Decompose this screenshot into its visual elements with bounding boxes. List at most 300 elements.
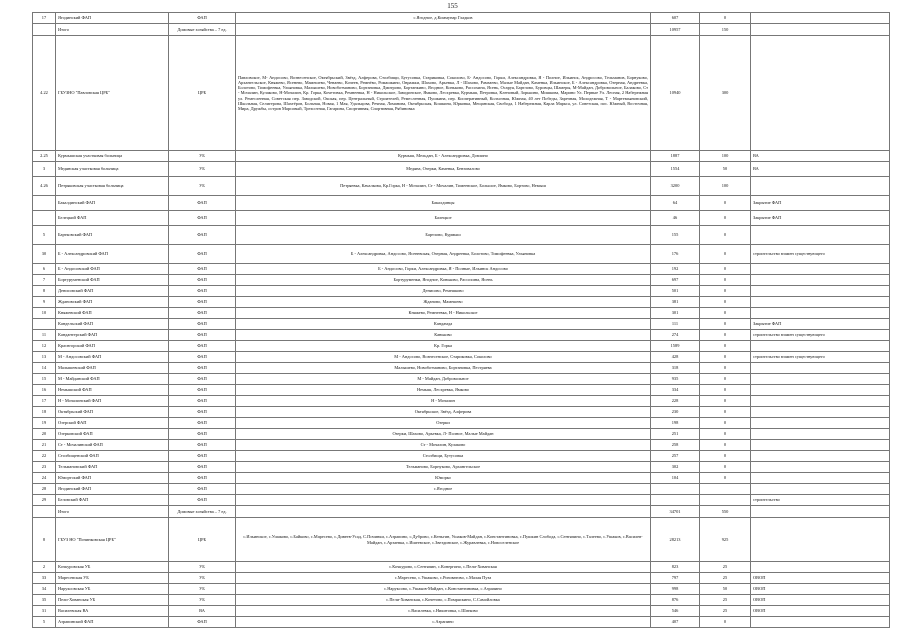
cell-served-settlements: с.Маресево, с.Ушаково, с.Ризоватово, с.Малая Пуза bbox=[236, 573, 651, 584]
cell-bed-count: 0 bbox=[700, 297, 751, 308]
cell-note bbox=[751, 473, 890, 484]
cell-population bbox=[651, 484, 700, 495]
cell-bed-count: 0 bbox=[700, 308, 751, 319]
cell-facility-name: ГБУЗ НО "Починковская ЦРБ" bbox=[56, 518, 169, 562]
cell-served-settlements: Озерки, Шахово, Арьевка, Л- Полное, Малые Майдан bbox=[236, 429, 651, 440]
cell-facility-type: ФАП bbox=[169, 226, 236, 245]
table-body bbox=[33, 13, 890, 628]
cell-note bbox=[751, 506, 890, 518]
cell-note bbox=[751, 297, 890, 308]
cell-facility-name: Итого bbox=[56, 506, 169, 518]
table-row bbox=[33, 518, 890, 562]
cell-facility-type: ФАП bbox=[169, 462, 236, 473]
cell-population: 10940 bbox=[651, 36, 700, 151]
cell-facility-name: Немышский ФАП bbox=[56, 385, 169, 396]
cell-served-settlements: Княжево, Ремнеевка, Н - Никольское bbox=[236, 308, 651, 319]
cell-served-settlements: Кандамда bbox=[236, 319, 651, 330]
cell-bed-count: 0 bbox=[700, 385, 751, 396]
table-row bbox=[33, 573, 890, 584]
cell-row-number: 9 bbox=[33, 297, 56, 308]
cell-population: 274 bbox=[651, 330, 700, 341]
table-row bbox=[33, 462, 890, 473]
cell-note bbox=[751, 363, 890, 374]
table-row bbox=[33, 595, 890, 606]
cell-facility-name: Денисовский ФАП bbox=[56, 286, 169, 297]
cell-row-number bbox=[33, 211, 56, 226]
cell-facility-name: М - Майданский ФАП bbox=[56, 374, 169, 385]
cell-facility-type: ФАП bbox=[169, 495, 236, 506]
cell-row-number: 2 bbox=[33, 562, 56, 573]
cell-bed-count: 0 bbox=[700, 319, 751, 330]
cell-facility-name: Столбищенский ФАП bbox=[56, 451, 169, 462]
cell-note: Закрытие ФАП bbox=[751, 196, 890, 211]
cell-facility-type: ФАП bbox=[169, 319, 236, 330]
cell-population: 34701 bbox=[651, 506, 700, 518]
cell-bed-count: 0 bbox=[700, 352, 751, 363]
cell-served-settlements: Малышево, Новоботманово, Бортановка, Пестряева bbox=[236, 363, 651, 374]
table-row bbox=[33, 330, 890, 341]
cell-served-settlements: Октябрьское, Звёзд, Алферова bbox=[236, 407, 651, 418]
cell-population: 258 bbox=[651, 440, 700, 451]
cell-facility-name: Беловский ФАП bbox=[56, 495, 169, 506]
cell-note bbox=[751, 440, 890, 451]
cell-facility-name: Б - Андосовский ФАП bbox=[56, 264, 169, 275]
cell-facility-type: ФАП bbox=[169, 13, 236, 24]
cell-bed-count: 25 bbox=[700, 562, 751, 573]
table-row bbox=[33, 264, 890, 275]
cell-facility-type: ФАП bbox=[169, 374, 236, 385]
table-row bbox=[33, 352, 890, 363]
cell-row-number: 29 bbox=[33, 495, 56, 506]
cell-served-settlements: Немыш, Лесхревка, Ямково bbox=[236, 385, 651, 396]
cell-bed-count: 0 bbox=[700, 617, 751, 628]
cell-bed-count: 550 bbox=[700, 506, 751, 518]
cell-facility-type: ФАП bbox=[169, 196, 236, 211]
cell-facility-type: Домовые хозяйства – 7 ед. bbox=[169, 506, 236, 518]
cell-note bbox=[751, 617, 890, 628]
cell-row-number: 8 bbox=[33, 286, 56, 297]
table-row bbox=[33, 24, 890, 36]
cell-row-number: 2.25 bbox=[33, 151, 56, 162]
cell-note bbox=[751, 308, 890, 319]
cell-population: 111 bbox=[651, 319, 700, 330]
table-row bbox=[33, 473, 890, 484]
cell-row-number: 19 bbox=[33, 418, 56, 429]
cell-note: Закрытие ФАП bbox=[751, 211, 890, 226]
table-row bbox=[33, 451, 890, 462]
cell-facility-name: Тельмановский ФАП bbox=[56, 462, 169, 473]
cell-facility-type: Домовые хозяйства – 7 ед. bbox=[169, 24, 236, 36]
table-row bbox=[33, 429, 890, 440]
cell-row-number: 24 bbox=[33, 473, 56, 484]
cell-row-number: 21 bbox=[33, 440, 56, 451]
cell-note bbox=[751, 374, 890, 385]
cell-facility-type: ФАП bbox=[169, 211, 236, 226]
cell-population: 198 bbox=[651, 418, 700, 429]
cell-served-settlements: Жданово, Мамешево bbox=[236, 297, 651, 308]
cell-population: 501 bbox=[651, 286, 700, 297]
cell-population: 407 bbox=[651, 617, 700, 628]
cell-facility-type: ФАП bbox=[169, 264, 236, 275]
cell-facility-type: ФАП bbox=[169, 451, 236, 462]
cell-served-settlements: Петряевка, Качалкова, Кр.Горка, Н - Мочалин, Ст - Мочалин, Тимеевское, Большое, Ямково, Бортово, Немыш bbox=[236, 177, 651, 196]
table-row bbox=[33, 484, 890, 495]
cell-population: 546 bbox=[651, 606, 700, 617]
cell-note: строительство bbox=[751, 495, 890, 506]
cell-bed-count: 925 bbox=[700, 518, 751, 562]
cell-served-settlements: Н - Мочалин bbox=[236, 396, 651, 407]
cell-note: ОВОП bbox=[751, 606, 890, 617]
cell-facility-type: ЦРБ bbox=[169, 36, 236, 151]
cell-served-settlements: Бакалдинцы bbox=[236, 196, 651, 211]
page-number: 155 bbox=[447, 2, 458, 10]
cell-row-number: 17 bbox=[33, 396, 56, 407]
cell-row-number: 3 bbox=[33, 162, 56, 177]
cell-facility-name: Петряковская участковая больница bbox=[56, 177, 169, 196]
table-row bbox=[33, 245, 890, 264]
cell-facility-name: Малышевский ФАП bbox=[56, 363, 169, 374]
cell-facility-name: Ягодинский ФАП bbox=[56, 484, 169, 495]
cell-facility-name: Кандантерский ФАП bbox=[56, 330, 169, 341]
table-row bbox=[33, 374, 890, 385]
cell-note bbox=[751, 562, 890, 573]
cell-facility-name: Краснгорский ФАП bbox=[56, 341, 169, 352]
cell-row-number bbox=[33, 24, 56, 36]
cell-population: 302 bbox=[651, 462, 700, 473]
cell-note bbox=[751, 396, 890, 407]
cell-population: 935 bbox=[651, 374, 700, 385]
table-row bbox=[33, 177, 890, 196]
table-row bbox=[33, 396, 890, 407]
cell-served-settlements: с.Ягодное bbox=[236, 484, 651, 495]
table-row bbox=[33, 319, 890, 330]
cell-served-settlements: Каньково bbox=[236, 330, 651, 341]
cell-population: 64 bbox=[651, 196, 700, 211]
cell-served-settlements: Столбищи, Бутусовка bbox=[236, 451, 651, 462]
cell-bed-count: 0 bbox=[700, 13, 751, 24]
cell-bed-count: 100 bbox=[700, 177, 751, 196]
cell-note bbox=[751, 451, 890, 462]
cell-row-number: 34 bbox=[33, 584, 56, 595]
cell-served-settlements: с.Азрапино bbox=[236, 617, 651, 628]
cell-bed-count: 0 bbox=[700, 418, 751, 429]
cell-facility-name: Озерковский ФАП bbox=[56, 429, 169, 440]
cell-facility-name: Кочкуровская УБ bbox=[56, 562, 169, 573]
cell-facility-type: УБ bbox=[169, 584, 236, 595]
cell-note bbox=[751, 177, 890, 196]
cell-facility-name: Н - Мочалинский ФАП bbox=[56, 396, 169, 407]
table-row bbox=[33, 275, 890, 286]
cell-population: 228 bbox=[651, 396, 700, 407]
cell-facility-name: Октябрьский ФАП bbox=[56, 407, 169, 418]
cell-facility-name: М - Андосовский ФАП bbox=[56, 352, 169, 363]
cell-bed-count: 0 bbox=[700, 275, 751, 286]
cell-row-number: 12 bbox=[33, 341, 56, 352]
cell-facility-name: Пели-Хованская УБ bbox=[56, 595, 169, 606]
cell-row-number: 13 bbox=[33, 352, 56, 363]
table-row bbox=[33, 286, 890, 297]
table-row bbox=[33, 196, 890, 211]
table-row bbox=[33, 211, 890, 226]
cell-bed-count: 50 bbox=[700, 584, 751, 595]
cell-population: 192 bbox=[651, 264, 700, 275]
cell-row-number: 16 bbox=[33, 385, 56, 396]
cell-row-number: 4.26 bbox=[33, 177, 56, 196]
cell-facility-name: ГБУЗНО "Павловская ЦРБ" bbox=[56, 36, 169, 151]
cell-facility-type: ФАП bbox=[169, 341, 236, 352]
facilities-table bbox=[32, 12, 890, 628]
cell-population: 251 bbox=[651, 429, 700, 440]
cell-served-settlements: Тельманово, Борнуково, Архангельское bbox=[236, 462, 651, 473]
table-row bbox=[33, 297, 890, 308]
cell-row-number: 18 bbox=[33, 407, 56, 418]
cell-note: Закрытие ФАП bbox=[751, 319, 890, 330]
cell-population: 1887 bbox=[651, 151, 700, 162]
cell-facility-type: ФАП bbox=[169, 407, 236, 418]
cell-facility-type: УБ bbox=[169, 162, 236, 177]
cell-population: 230 bbox=[651, 407, 700, 418]
table-row bbox=[33, 341, 890, 352]
cell-facility-name: Медянская участковая больница bbox=[56, 162, 169, 177]
table-row bbox=[33, 151, 890, 162]
cell-population: 797 bbox=[651, 573, 700, 584]
cell-population: 428 bbox=[651, 352, 700, 363]
cell-population: 176 bbox=[651, 245, 700, 264]
cell-note bbox=[751, 226, 890, 245]
table-row bbox=[33, 606, 890, 617]
cell-population: 876 bbox=[651, 595, 700, 606]
cell-bed-count: 150 bbox=[700, 24, 751, 36]
cell-population: 46 bbox=[651, 211, 700, 226]
table-row bbox=[33, 162, 890, 177]
cell-note bbox=[751, 286, 890, 297]
cell-bed-count: 0 bbox=[700, 211, 751, 226]
cell-note bbox=[751, 341, 890, 352]
table-row bbox=[33, 363, 890, 374]
cell-note bbox=[751, 518, 890, 562]
cell-bed-count: 0 bbox=[700, 429, 751, 440]
cell-population: 3200 bbox=[651, 177, 700, 196]
cell-row-number: 15 bbox=[33, 374, 56, 385]
table-row bbox=[33, 418, 890, 429]
cell-facility-name: Бортуруменский ФАП bbox=[56, 275, 169, 286]
cell-row-number: 31 bbox=[33, 606, 56, 617]
cell-served-settlements bbox=[236, 24, 651, 36]
cell-served-settlements: с.Василевка, с.Никитовка, с.Шатково bbox=[236, 606, 651, 617]
cell-served-settlements: Павловское, М- Андосово, Вознесенское, Октябрьский, Звёзд, Алферова, Столбищи, Бутусовка, Стариковка, Соколово, Б- Андосово, Горки, Александровка, Я - Полное, Ильинск, Андросово, Тельманов, Борнуково, Архангельское, Княжево, Ясенево, Мамешево, Ченаево, Кочеев, Ремнёво, Ромашкино, Овражки, Шахово, Арьевка, Л - Шахово, Рамзаево, Малые Майдан, Каменка, Ильинское, Б - Александровка, Озерная, Андреевка, Болотово, Тимофеевка, Ульяновка, Малышево, Новоботманово, Бортановка, Дмитрово, Бортанкино, Ягодное, Коньково, Рассохина, Ясень, Осаруя, Бартлово, Буровцы, Шамеры, М-Майдан, Добровольное, Балаково, Ст - Мочалин, Кулаково, Н-Мочалин, Кр. Горка, Кочетовка, Ремнеевка, Н - Никольское, Заводинское, Ямково, Лесхревка, Курмыш, Петровка, Кленовый, Зорькино, Мишкова, Марино Ул. Первые Ул. Лесная, 2 Набережная ул. Ремесленная, Советская пер. Заводской, Окская, пер. Центральный, Строителей, Ремесленная, Пушкина, пер. Кооперативный, Колхозная, Южная, 40 лет Победы, Заречная, Молодежная, Т - Мартемьяновский, Школьная, Селигерова, Шахтёров, Больная, Новая, 1 Мая, Удальцова, Речная, Ломанова, Октябрьская, Кошкина, Юрковка, Мещанская, Свобода, 1 Набережная, Карла Маркса, ул. Советская, пос. Южный, Восточная, Мира, Дружбы, остров Марсовый, Трехсотная, Гагарина, Спортивная, Спортивная, Рябиновка bbox=[236, 36, 651, 151]
cell-served-settlements: Курмыш, Мельдан, Б - Александровка, Довлино bbox=[236, 151, 651, 162]
cell-population: 257 bbox=[651, 451, 700, 462]
cell-note: строительство взамен существующего bbox=[751, 352, 890, 363]
cell-served-settlements: Балецкое bbox=[236, 211, 651, 226]
cell-served-settlements: Озерки bbox=[236, 418, 651, 429]
cell-population: 301 bbox=[651, 308, 700, 319]
table-row bbox=[33, 506, 890, 518]
cell-served-settlements: Ст - Мочалин, Кулаково bbox=[236, 440, 651, 451]
cell-note bbox=[751, 418, 890, 429]
cell-row-number: 5 bbox=[33, 226, 56, 245]
cell-facility-name: Белецкий ФАП bbox=[56, 211, 169, 226]
cell-population: 697 bbox=[651, 275, 700, 286]
cell-facility-type: ФАП bbox=[169, 297, 236, 308]
cell-population: 104 bbox=[651, 473, 700, 484]
cell-served-settlements: с.Ильинское, с.Ушаково, с.Байково, с.Маресево, с.Дивеев-Усад, С.Починки, с.Азрапино, с.Дуброво, с.Кеньгин, Ушаков-Майдан, с.Константиновка, с.Пушкин Слобода, с.Сентяпино, с.Талеево, с.Ушаков, с.Василев-Майдан, с.Арзаевка, с.Ишеевское, с.Звездинское, с.Журавлевка, с.Новоселенское bbox=[236, 518, 651, 562]
cell-bed-count: 0 bbox=[700, 196, 751, 211]
cell-bed-count bbox=[700, 495, 751, 506]
cell-served-settlements: Б - Андосово, Горки, Александровка, Я - Полные, Ильинск Андосово bbox=[236, 264, 651, 275]
cell-facility-type: ФАП bbox=[169, 286, 236, 297]
cell-facility-type: ФАП bbox=[169, 617, 236, 628]
cell-row-number bbox=[33, 319, 56, 330]
table-row bbox=[33, 617, 890, 628]
cell-facility-type: УБ bbox=[169, 573, 236, 584]
cell-population: 998 bbox=[651, 584, 700, 595]
cell-facility-type: ФАП bbox=[169, 473, 236, 484]
cell-facility-type: ФАП bbox=[169, 308, 236, 319]
cell-row-number: 33 bbox=[33, 573, 56, 584]
cell-bed-count: 0 bbox=[700, 341, 751, 352]
cell-population: 381 bbox=[651, 297, 700, 308]
cell-facility-type: УБ bbox=[169, 595, 236, 606]
cell-bed-count: 25 bbox=[700, 595, 751, 606]
cell-bed-count: 0 bbox=[700, 226, 751, 245]
table-row bbox=[33, 407, 890, 418]
cell-note: ОВОП bbox=[751, 573, 890, 584]
cell-bed-count: 0 bbox=[700, 330, 751, 341]
cell-facility-name: Маресевская УБ bbox=[56, 573, 169, 584]
cell-facility-type: ФАП bbox=[169, 245, 236, 264]
cell-facility-name: Курмышская участковая больница bbox=[56, 151, 169, 162]
cell-facility-name: Наруксовская УБ bbox=[56, 584, 169, 595]
cell-population: 1554 bbox=[651, 162, 700, 177]
cell-note bbox=[751, 484, 890, 495]
cell-served-settlements: Юморко bbox=[236, 473, 651, 484]
cell-facility-name: Юмортский ФАП bbox=[56, 473, 169, 484]
cell-note: ОВОП bbox=[751, 584, 890, 595]
table-row bbox=[33, 584, 890, 595]
cell-served-settlements: с.Ягодное, д.Коммунар Гладков bbox=[236, 13, 651, 24]
cell-bed-count: 0 bbox=[700, 286, 751, 297]
cell-bed-count: 300 bbox=[700, 36, 751, 151]
cell-facility-name: Василевская ВА bbox=[56, 606, 169, 617]
cell-facility-type: ФАП bbox=[169, 385, 236, 396]
cell-row-number: 6 bbox=[33, 264, 56, 275]
cell-facility-type: ФАП bbox=[169, 363, 236, 374]
cell-facility-name: Княжевский ФАП bbox=[56, 308, 169, 319]
cell-bed-count: 0 bbox=[700, 264, 751, 275]
table-row bbox=[33, 440, 890, 451]
cell-served-settlements bbox=[236, 495, 651, 506]
cell-served-settlements: М - Андосово, Вознесенское, Стариковка, Соколово bbox=[236, 352, 651, 363]
cell-facility-name: Ждановский ФАП bbox=[56, 297, 169, 308]
cell-note bbox=[751, 13, 890, 24]
cell-bed-count: 50 bbox=[700, 162, 751, 177]
cell-bed-count: 0 bbox=[700, 451, 751, 462]
cell-note bbox=[751, 462, 890, 473]
cell-served-settlements: Бартлово, Курмыш bbox=[236, 226, 651, 245]
table-row bbox=[33, 13, 890, 24]
cell-bed-count: 100 bbox=[700, 151, 751, 162]
cell-facility-type: ВА bbox=[169, 606, 236, 617]
cell-bed-count: 0 bbox=[700, 473, 751, 484]
cell-served-settlements bbox=[236, 506, 651, 518]
cell-note: ВА bbox=[751, 151, 890, 162]
cell-bed-count: 25 bbox=[700, 573, 751, 584]
cell-population: 334 bbox=[651, 385, 700, 396]
cell-facility-type: УБ bbox=[169, 562, 236, 573]
cell-bed-count: 0 bbox=[700, 245, 751, 264]
cell-served-settlements: Медяна, Озерки, Каменка, Бензовалово bbox=[236, 162, 651, 177]
cell-note: строительство взамен существующего bbox=[751, 330, 890, 341]
cell-facility-type: ФАП bbox=[169, 330, 236, 341]
cell-facility-type: ФАП bbox=[169, 352, 236, 363]
cell-note bbox=[751, 24, 890, 36]
cell-facility-type: ФАП bbox=[169, 418, 236, 429]
cell-population: 28213 bbox=[651, 518, 700, 562]
cell-row-number: 28 bbox=[33, 484, 56, 495]
cell-row-number bbox=[33, 506, 56, 518]
cell-note bbox=[751, 275, 890, 286]
cell-note bbox=[751, 36, 890, 151]
cell-row-number: 22 bbox=[33, 451, 56, 462]
table-row bbox=[33, 495, 890, 506]
cell-bed-count bbox=[700, 484, 751, 495]
cell-population: 10957 bbox=[651, 24, 700, 36]
cell-note: ВА bbox=[751, 162, 890, 177]
cell-row-number: 8 bbox=[33, 518, 56, 562]
cell-facility-type: УБ bbox=[169, 177, 236, 196]
cell-row-number: 23 bbox=[33, 462, 56, 473]
cell-facility-type: ФАП bbox=[169, 440, 236, 451]
cell-bed-count: 0 bbox=[700, 363, 751, 374]
cell-note bbox=[751, 407, 890, 418]
cell-facility-type: УБ bbox=[169, 151, 236, 162]
cell-row-number: 7 bbox=[33, 275, 56, 286]
cell-population: 607 bbox=[651, 13, 700, 24]
cell-facility-name: Азрапинский ФАП bbox=[56, 617, 169, 628]
cell-population: 1589 bbox=[651, 341, 700, 352]
cell-row-number: 17 bbox=[33, 13, 56, 24]
cell-served-settlements: с.Кочкурово, с.Сентяпин, с.Конергино, с.Пели-Хованская bbox=[236, 562, 651, 573]
cell-population: 318 bbox=[651, 363, 700, 374]
cell-bed-count: 0 bbox=[700, 407, 751, 418]
cell-row-number: 11 bbox=[33, 330, 56, 341]
cell-facility-name: Ст - Мочалинский ФАП bbox=[56, 440, 169, 451]
cell-row-number: 10 bbox=[33, 308, 56, 319]
table-row bbox=[33, 562, 890, 573]
cell-served-settlements: Кр. Горка bbox=[236, 341, 651, 352]
cell-note bbox=[751, 429, 890, 440]
cell-facility-name: Бартковский ФАП bbox=[56, 226, 169, 245]
cell-facility-name: Б - Александровский ФАП bbox=[56, 245, 169, 264]
cell-row-number: 35 bbox=[33, 595, 56, 606]
cell-bed-count: 0 bbox=[700, 396, 751, 407]
cell-bed-count: 0 bbox=[700, 374, 751, 385]
cell-row-number: 5 bbox=[33, 617, 56, 628]
cell-row-number: 30 bbox=[33, 245, 56, 264]
cell-row-number bbox=[33, 196, 56, 211]
cell-facility-type: ФАП bbox=[169, 484, 236, 495]
table-row bbox=[33, 385, 890, 396]
cell-facility-name: Итого bbox=[56, 24, 169, 36]
cell-facility-type: ФАП bbox=[169, 429, 236, 440]
cell-served-settlements: с.Пели-Хованская, с.Кочетово, с.Помряскино, С.Самойловка bbox=[236, 595, 651, 606]
cell-facility-name: Бакалдинский ФАП bbox=[56, 196, 169, 211]
cell-served-settlements: Бортуруменки, Ягодное, Коньково, Рассохина, Ясень bbox=[236, 275, 651, 286]
cell-facility-type: ЦРБ bbox=[169, 518, 236, 562]
table-row bbox=[33, 226, 890, 245]
cell-note: строительство взамен существующего bbox=[751, 245, 890, 264]
